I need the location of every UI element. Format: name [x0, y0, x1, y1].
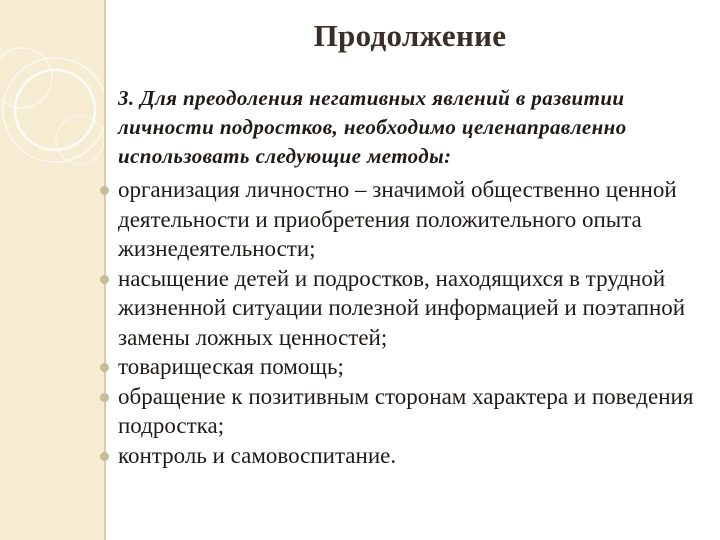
- bullet-icon: [100, 393, 109, 402]
- decorative-circles: [0, 0, 104, 540]
- list-item-text: насыщение детей и подростков, находящихся в трудной жизненной ситуации полезной информацией и поэтапной замены ложных ценностей;: [118, 265, 686, 350]
- list-item-text: обращение к позитивным сторонам характера и поведения подростка;: [118, 383, 694, 438]
- bullet-icon: [100, 363, 109, 372]
- intro-paragraph: 3. Для преодоления негативных явлений в развитии личности подростков, необходимо целенаправленно использовать следующие методы:: [118, 86, 627, 168]
- list-item-text: организация личностно – значимой общественно ценной деятельности и приобретения положительного опыта жизнедеятельности;: [118, 177, 677, 261]
- methods-list: [118, 175, 708, 470]
- list-item: [118, 382, 708, 441]
- bullet-icon: [100, 186, 109, 195]
- list-item: [118, 264, 708, 353]
- decorative-side-panel: [0, 0, 104, 540]
- bullet-icon: [100, 452, 109, 461]
- list-item: [118, 441, 708, 471]
- list-item: [118, 175, 708, 264]
- slide-content: [118, 84, 708, 470]
- list-item-text: контроль и самовоспитание.: [118, 442, 397, 468]
- slide-title: Продолжение: [313, 18, 507, 53]
- list-item-text: товарищеская помощь;: [118, 354, 344, 379]
- list-item: [118, 352, 708, 382]
- bullet-icon: [100, 275, 109, 284]
